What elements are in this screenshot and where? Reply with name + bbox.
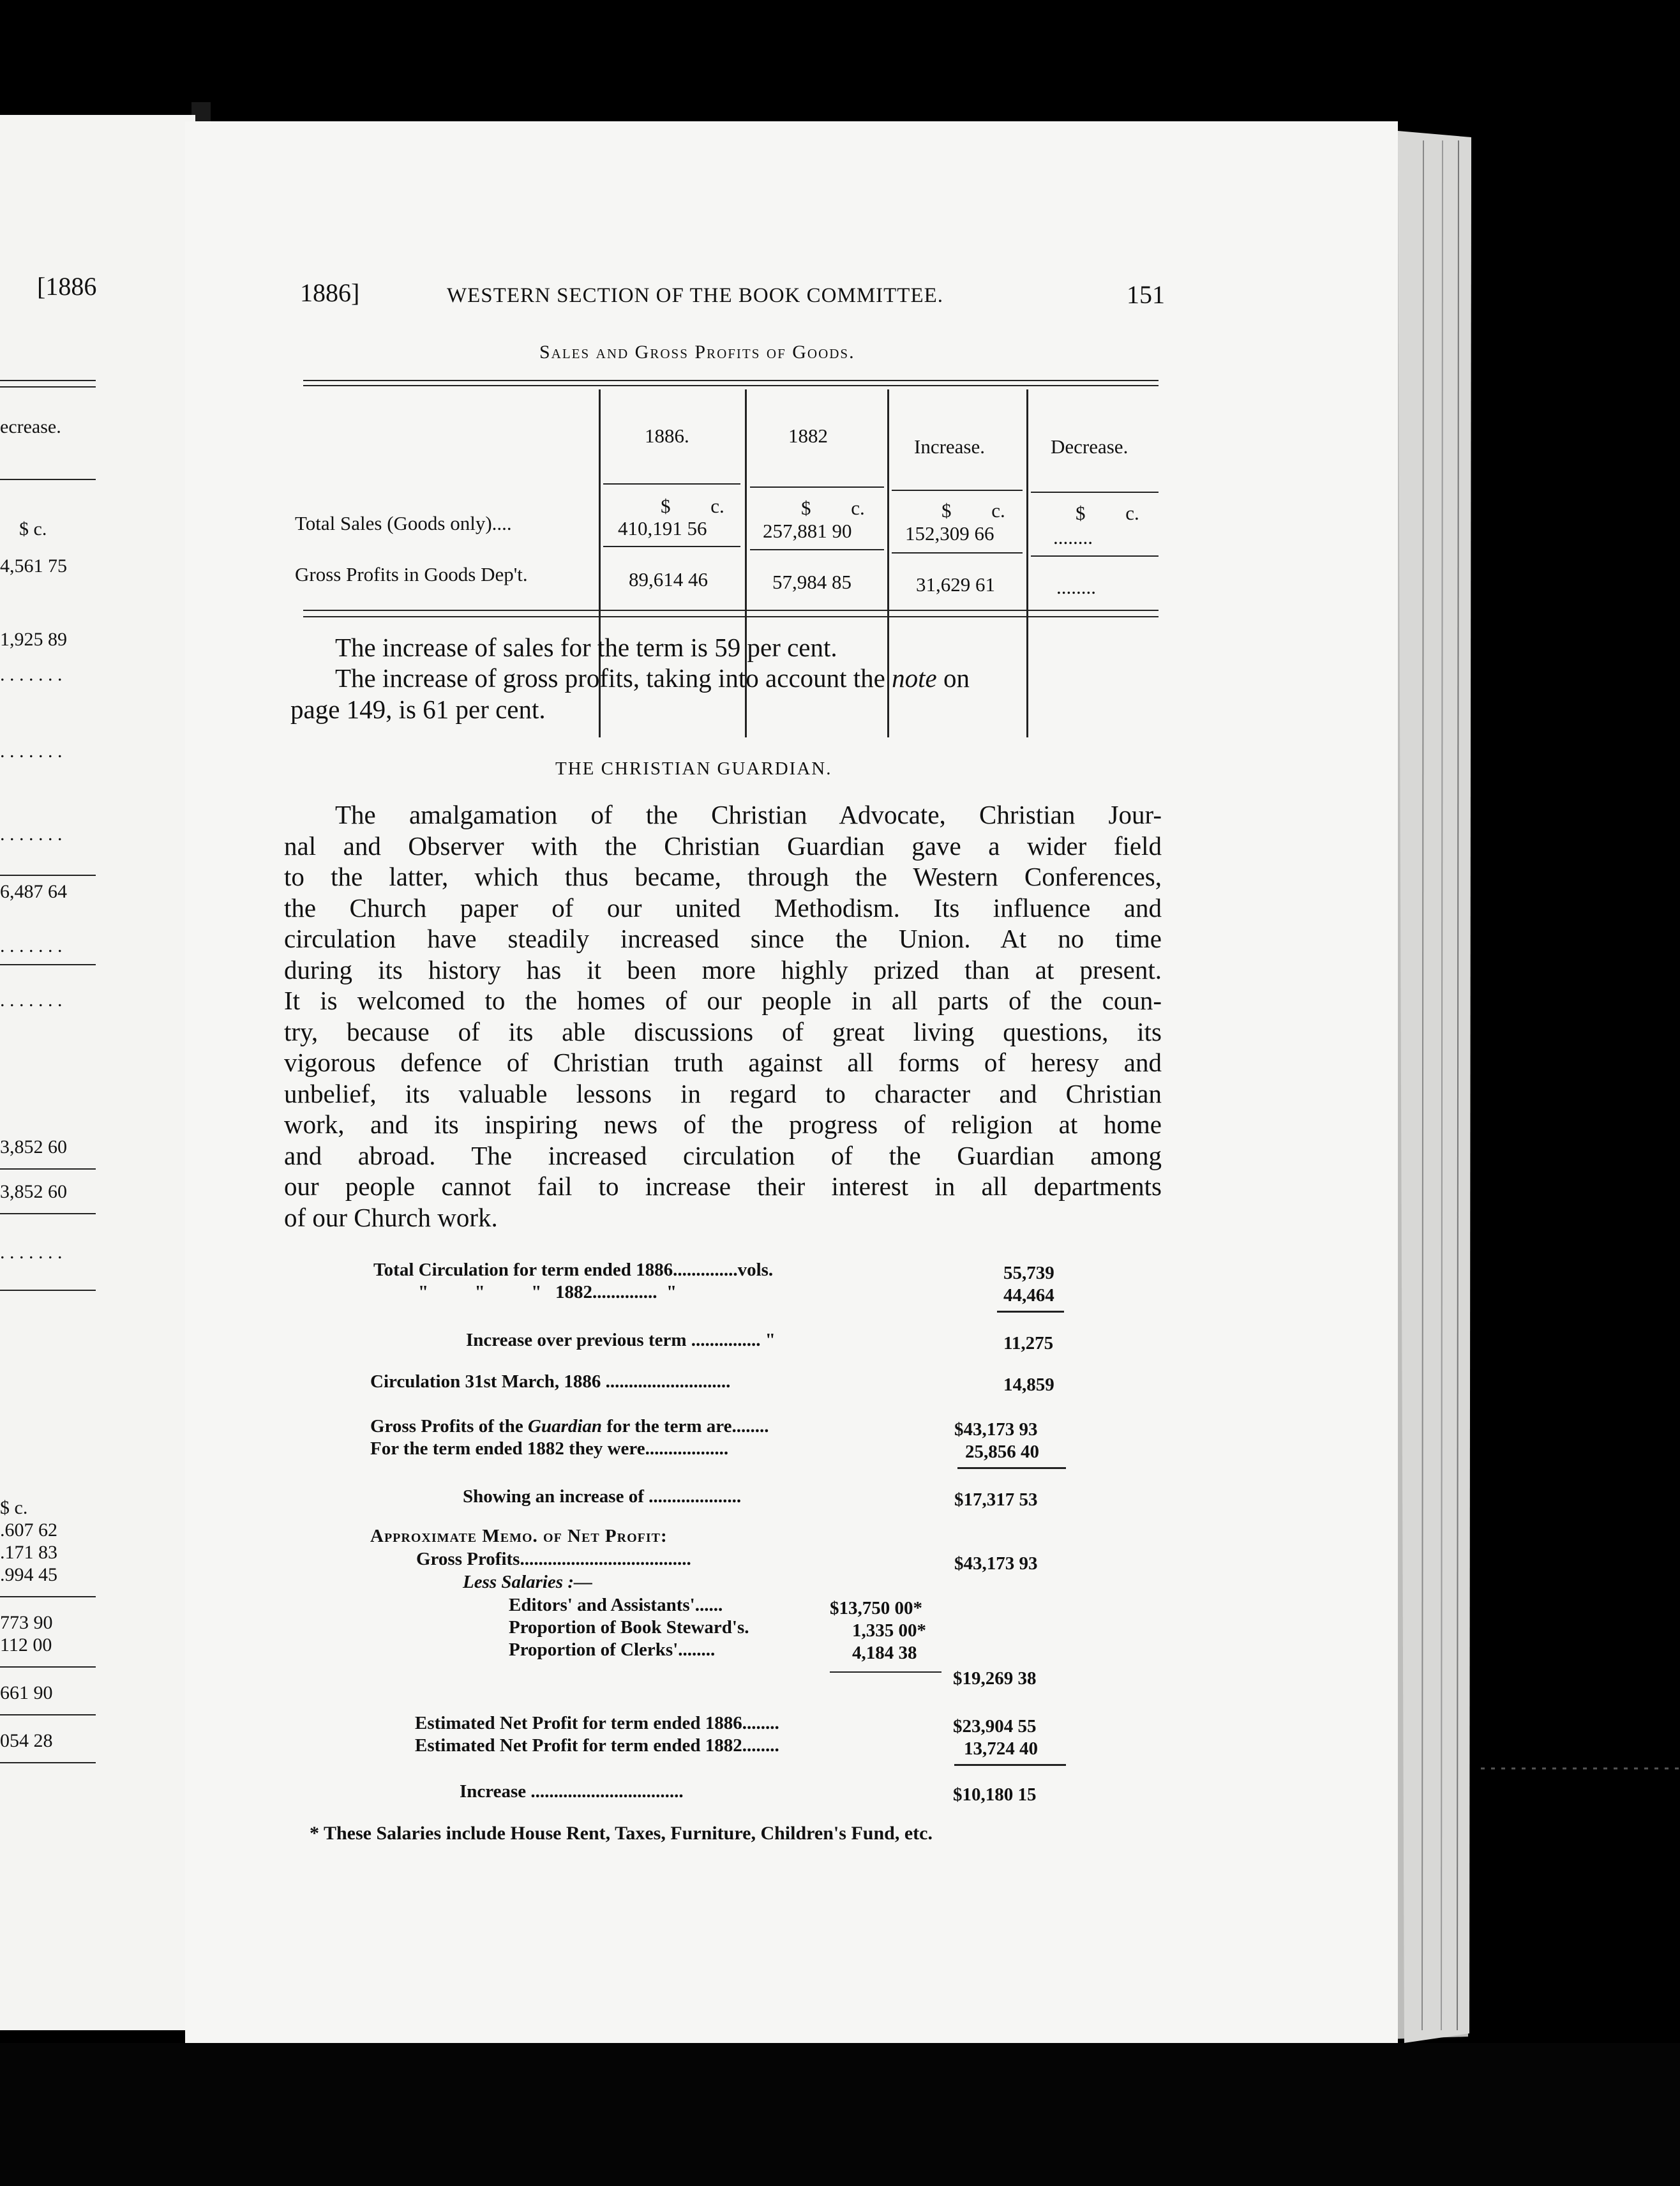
unit-label: $ c. [941,499,1005,522]
left-entry: 773 90 [0,1612,53,1633]
unit-label: $ c. [801,497,865,519]
left-entry: .171 83 [0,1542,57,1563]
left-year-header: [1886 [37,272,97,301]
table-cell: 257,881 90 [763,520,852,542]
left-entry: 6,487 64 [0,881,67,902]
table-cell: 89,614 46 [629,568,708,591]
prev-profits-label: For the term ended 1882 they were.................. [370,1438,729,1459]
page-number: 151 [1127,280,1165,309]
col-header: 1886. [645,425,689,447]
book-page [185,121,1398,2043]
table-cell: ........ [1056,576,1096,598]
table-cell: 152,309 66 [905,522,994,545]
net-1886-value: $23,904 55 [953,1716,1037,1737]
prev-circulation-value: 44,464 [1003,1285,1054,1306]
unit-label: $ c. [661,495,724,517]
left-entry: $ c. [19,518,47,539]
sales-table-title: Sales and Gross Profits of Goods. [539,342,855,363]
row-label: Total Sales (Goods only).... [295,512,512,534]
facing-page-fragment [0,115,195,2030]
intro-line: The increase of sales for the term is 59 per cent. [335,633,837,662]
left-entry: .994 45 [0,1564,57,1585]
memo-heading: Approximate Memo. of Net Profit: [370,1526,668,1546]
unit-label: $ c. [1076,502,1139,524]
running-title: WESTERN SECTION OF THE BOOK COMMITTEE. [447,284,944,307]
paragraph-line: of our Church work. [284,1202,498,1232]
left-dots: . . . . . . . [0,935,63,956]
left-dots: . . . . . . . [0,990,63,1011]
net-1886-label: Estimated Net Profit for term ended 1886........ [415,1713,779,1733]
salary-item-label: Proportion of Clerks'........ [509,1640,716,1660]
intro-line: The increase of gross profits, taking into account the note on [335,663,970,693]
salary-item-label: Proportion of Book Steward's. [509,1617,749,1638]
left-dots: . . . . . . . [0,741,63,762]
total-circulation-label: Total Circulation for term ended 1886..............vols. [373,1260,774,1280]
left-entry: 661 90 [0,1682,53,1703]
left-column-head: ecrease. [0,416,61,437]
col-header: Decrease. [1051,435,1129,458]
increase-value: 11,275 [1003,1333,1054,1353]
left-entry: 4,561 75 [0,555,67,577]
left-entry: 3,852 60 [0,1136,67,1157]
less-salaries-label: Less Salaries :— [463,1572,592,1592]
net-1882-value: 13,724 40 [964,1738,1038,1759]
table-cell: 410,191 56 [618,517,707,539]
col-header: Increase. [914,435,985,458]
left-entry: 3,852 60 [0,1181,67,1202]
memo-gross-value: $43,173 93 [954,1553,1038,1574]
table-cell: 31,629 61 [916,573,995,596]
paragraph-line: circulation have steadily increased since the Union. At no time [284,924,1162,953]
left-dots: . . . . . . . [0,664,63,685]
section-heading: THE CHRISTIAN GUARDIAN. [555,758,832,779]
paragraph-line: our people cannot fail to increase their interest in all departments [284,1172,1162,1201]
paragraph-line: during its history has it been more highly prized than at present. [284,954,1162,984]
paragraph-line: the Church paper of our united Methodism. Its influence and [284,893,1162,923]
row-label: Gross Profits in Goods Dep't. [295,563,528,585]
memo-gross-label: Gross Profits..................................... [416,1549,691,1569]
paragraph-line: try, because of its able discussions of great living questions, its [284,1016,1162,1046]
increase-label: Increase over previous term ............... " [466,1330,776,1350]
paragraph-line: The amalgamation of the Christian Advocate, Christian Jour- [335,800,1162,829]
table-cell: 57,984 85 [772,571,851,593]
table-cell: ........ [1053,526,1093,548]
left-entry: 1,925 89 [0,629,67,650]
gross-profits-label: Gross Profits of the Guardian for the term are........ [370,1416,769,1436]
net-increase-value: $10,180 15 [953,1784,1037,1805]
header-year: 1886] [300,278,360,307]
salary-item-value: 4,184 38 [852,1643,917,1663]
march-circulation-label: Circulation 31st March, 1886 ........................... [370,1371,731,1392]
prev-profits-value: 25,856 40 [965,1442,1039,1462]
showing-label: Showing an increase of .................... [463,1486,742,1507]
net-increase-label: Increase ................................. [460,1781,684,1802]
paragraph-line: and abroad. The increased circulation of the Guardian among [284,1140,1162,1170]
ditto-label: " " " 1882.............. " [418,1282,677,1302]
left-dots: . . . . . . . [0,1242,63,1263]
gross-profits-value: $43,173 93 [954,1419,1038,1440]
left-dots: . . . . . . . [0,824,63,845]
paragraph-line: work, and its inspiring news of the progress of religion at home [284,1110,1162,1139]
paragraph-line: to the latter, which thus became, through the Western Conferences, [284,862,1162,891]
march-circulation-value: 14,859 [1003,1375,1054,1395]
footnote: * These Salaries include House Rent, Taxes, Furniture, Children's Fund, etc. [310,1823,933,1844]
paragraph-line: vigorous defence of Christian truth against all forms of heresy and [284,1048,1162,1077]
showing-value: $17,317 53 [954,1489,1038,1510]
salary-item-label: Editors' and Assistants'...... [509,1595,723,1615]
col-header: 1882 [788,425,828,447]
left-entry: 112 00 [0,1634,52,1655]
left-lower-head: $ c. [0,1497,28,1518]
paragraph-line: nal and Observer with the Christian Guardian gave a wider field [284,831,1162,861]
left-entry: .607 62 [0,1519,57,1541]
intro-line: page 149, is 61 per cent. [290,695,546,724]
paragraph-line: It is welcomed to the homes of our people in all parts of the coun- [284,986,1162,1015]
paragraph-line: unbelief, its valuable lessons in regard to character and Christian [284,1078,1162,1108]
total-circulation-value: 55,739 [1003,1263,1054,1283]
salary-item-value: $13,750 00* [830,1598,922,1618]
salaries-total: $19,269 38 [953,1668,1037,1689]
salary-item-value: 1,335 00* [852,1620,926,1641]
net-1882-label: Estimated Net Profit for term ended 1882........ [415,1735,779,1756]
left-entry: 054 28 [0,1730,53,1751]
